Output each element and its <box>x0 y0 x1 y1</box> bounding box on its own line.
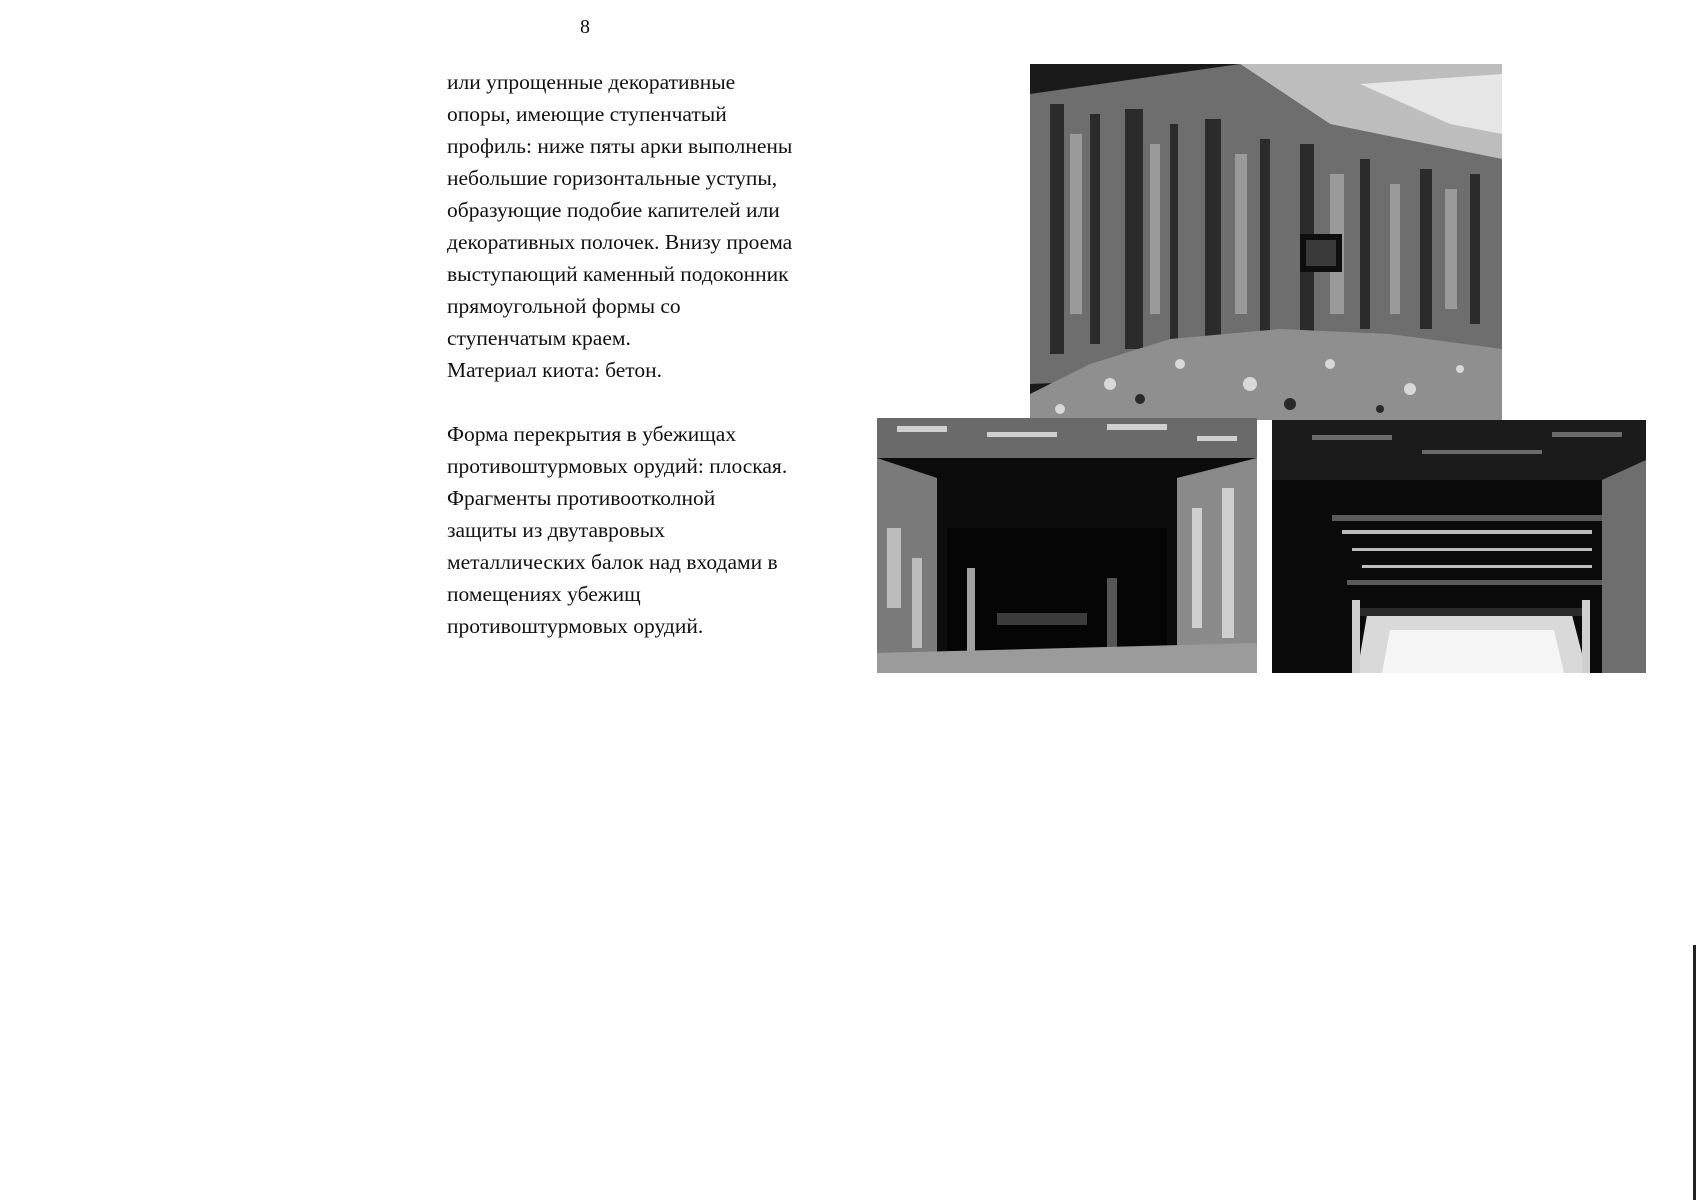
paragraph-shelter-ceiling: Форма перекрытия в убежищах противоштурмовых орудий: плоская. Фрагменты противоотколной защиты из двутавровых металлических балок над входами в помещениях убежищ противоштурмовых орудий. <box>447 422 788 638</box>
text-column <box>447 66 857 642</box>
photo-shelter-entrance-beams <box>1272 420 1646 673</box>
photo-concrete-wall <box>1030 64 1502 420</box>
paragraph-arch-supports: или упрощенные декоративные опоры, имеющие ступенчатый профиль: ниже пяты арки выполнены небольшие горизонтальные уступы, образующие подобие капителей или декоративных полочек. Внизу проема выступающий каменный подоконник прямоугольной формы со ступенчатым краем. Материал киота: бетон. <box>447 70 793 382</box>
photo-concrete-wall-icon <box>1030 64 1502 420</box>
photo-shelter-entrance <box>877 418 1257 673</box>
photo-shelter-entrance-beams-icon <box>1272 420 1646 673</box>
photo-shelter-entrance-icon <box>877 418 1257 673</box>
page-number: 8 <box>580 16 590 38</box>
scan-edge-mark <box>1693 945 1696 1200</box>
